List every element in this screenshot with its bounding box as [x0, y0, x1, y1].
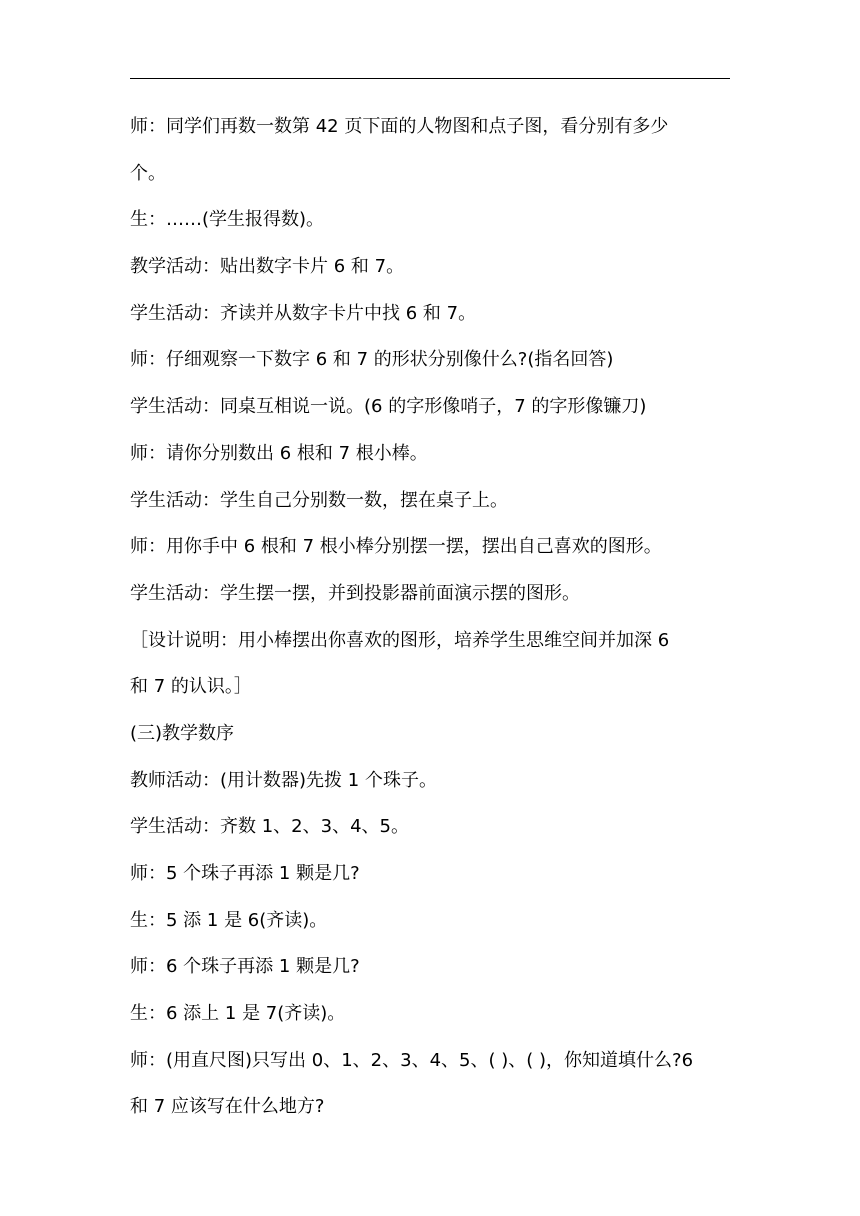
text-line: 学生活动：学生自己分别数一数，摆在桌子上。	[130, 489, 508, 511]
text-line: 师：用你手中 6 根和 7 根小棒分别摆一摆，摆出自己喜欢的图形。	[130, 536, 662, 558]
text-line: 师：(用直尺图)只写出 0、1、2、3、4、5、( )、( )，你知道填什么?6	[130, 1049, 694, 1071]
text-line: 学生活动：学生摆一摆，并到投影器前面演示摆的图形。	[130, 582, 580, 604]
text-line: 生：……(学生报得数)。	[130, 209, 325, 231]
text-line: 教学活动：贴出数字卡片 6 和 7。	[130, 256, 405, 278]
text-line: 生：6 添上 1 是 7(齐读)。	[130, 1003, 346, 1025]
text-line: 个。	[130, 162, 166, 184]
header-rule	[130, 78, 730, 79]
text-line: 学生活动：同桌互相说一说。(6 的字形像哨子，7 的字形像镰刀)	[130, 396, 647, 418]
document-body	[130, 104, 730, 1131]
text-line: 师：仔细观察一下数字 6 和 7 的形状分别像什么?(指名回答)	[130, 349, 614, 371]
text-line: 和 7 应该写在什么地方?	[130, 1096, 325, 1118]
text-line: 和 7 的认识。］	[130, 676, 252, 698]
text-line: 教师活动：(用计数器)先拨 1 个珠子。	[130, 769, 437, 791]
text-line: 师：同学们再数一数第 42 页下面的人物图和点子图，看分别有多少	[130, 116, 669, 137]
text-line: 学生活动：齐数 1、2、3、4、5。	[130, 816, 409, 838]
text-line: 生：5 添 1 是 6(齐读)。	[130, 909, 328, 931]
text-line: 学生活动：齐读并从数字卡片中找 6 和 7。	[130, 302, 477, 324]
section-heading: (三)教学数序	[130, 722, 235, 744]
text-line: 师：6 个珠子再添 1 颗是几?	[130, 956, 360, 978]
text-line: 师：5 个珠子再添 1 颗是几?	[130, 863, 360, 884]
text-line: ［设计说明：用小棒摆出你喜欢的图形，培养学生思维空间并加深 6	[130, 629, 670, 651]
text-line: 师：请你分别数出 6 根和 7 根小棒。	[130, 442, 428, 464]
